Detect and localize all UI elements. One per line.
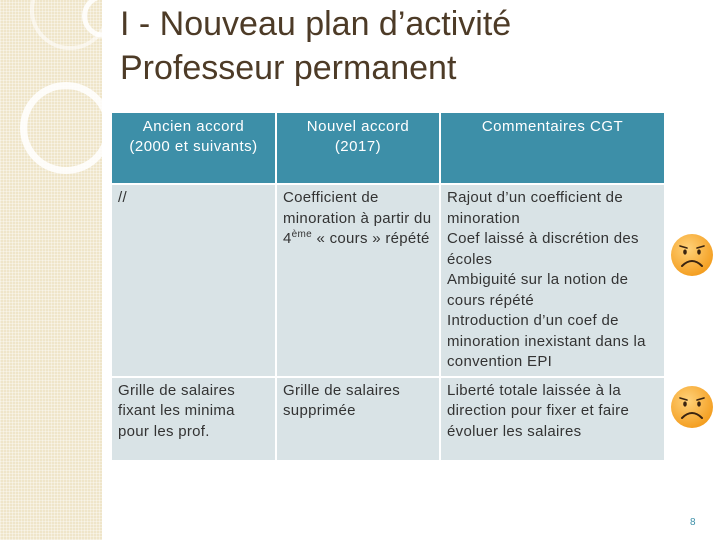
table-header-row [112, 113, 664, 183]
table-row [112, 378, 664, 460]
comment-line: Rajout d’un coefficient de minoration [447, 189, 623, 227]
table-row [112, 185, 664, 376]
header-cgt-comments [441, 113, 664, 183]
comment-line: Coef laissé à discrétion des écoles [447, 230, 639, 268]
cell-new-agreement: Grille de salaires supprimée [277, 378, 439, 460]
cell-new-text-a: Coefficient de minoration à partir du 4 [283, 189, 432, 247]
comment-line: Introduction d’un coef de minoration inexistant dans la convention EPI [447, 312, 646, 370]
header-cgt-comments-label: Commentaires CGT [481, 118, 624, 135]
cell-new-superscript: ème [291, 229, 313, 240]
header-old-agreement [112, 113, 275, 183]
decorative-ring [30, 0, 110, 50]
sad-face-icon [669, 232, 715, 278]
cell-comments: Liberté totale laissée à la direction pour fixer et faire évoluer les salaires [441, 378, 664, 460]
title-line-2: Professeur permanent [120, 49, 457, 87]
sad-face-icon [669, 384, 715, 430]
cell-old-agreement: // [112, 185, 275, 376]
comment-line: Ambiguité sur la notion de cours répété [447, 271, 629, 309]
header-old-agreement-label: Ancien accord (2000 et suivants) [129, 118, 258, 155]
decorative-side-strip [0, 0, 102, 540]
cell-old-agreement: Grille de salaires fixant les minima pour les prof. [112, 378, 275, 460]
comparison-table [110, 111, 666, 462]
page-number: 8 [690, 517, 696, 528]
cell-new-agreement [277, 185, 439, 376]
header-new-agreement-label: Nouvel accord (2017) [306, 118, 410, 155]
cell-new-text-b: « cours » répété [312, 230, 430, 247]
slide-title [120, 2, 700, 90]
decorative-ring [20, 82, 112, 174]
title-line-1: I - Nouveau plan d’activité [120, 5, 512, 43]
header-new-agreement [277, 113, 439, 183]
cell-comments [441, 185, 664, 376]
